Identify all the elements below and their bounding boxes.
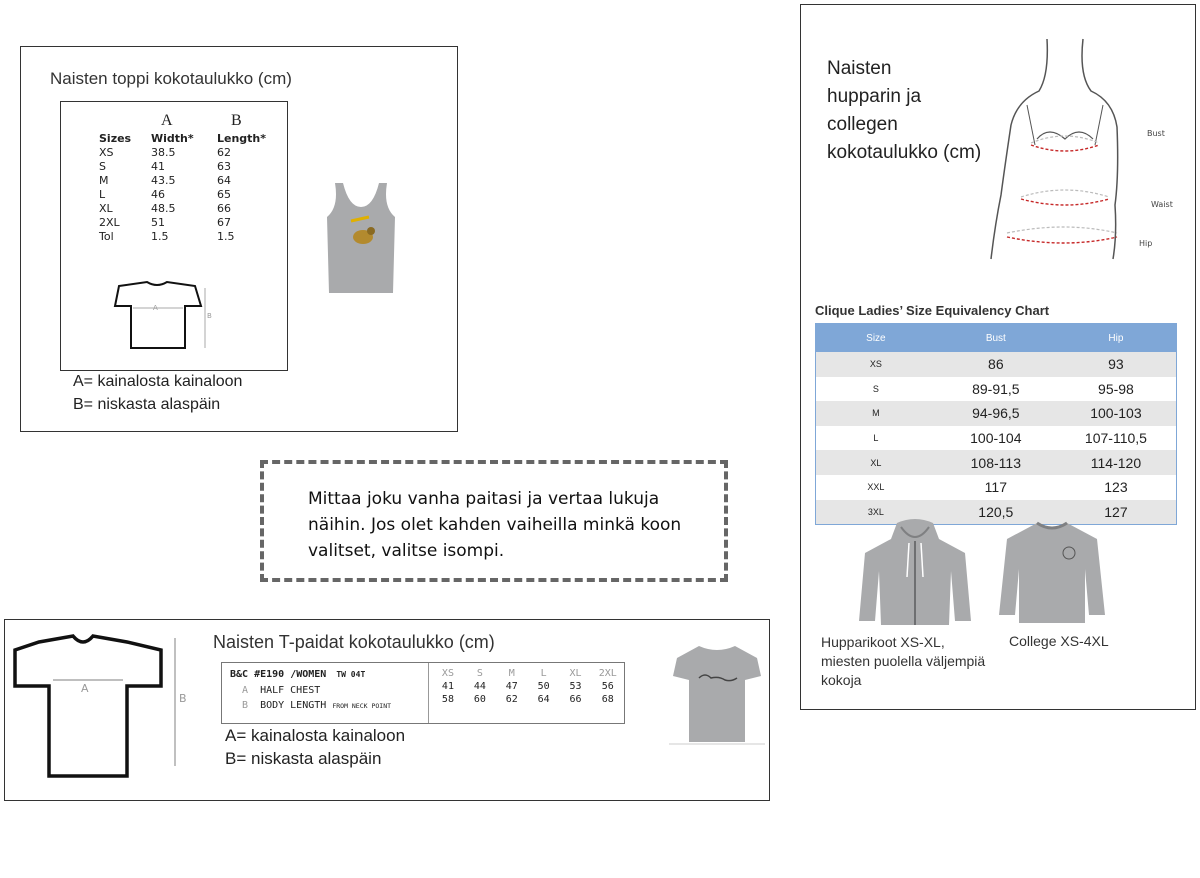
tank-size-panel — [20, 46, 458, 432]
width-cell: 38.5 — [151, 146, 176, 159]
value-cell: 41 — [441, 681, 454, 692]
size-cell: XL — [816, 450, 936, 475]
width-cell: 1.5 — [151, 230, 169, 243]
size-cell: XS — [441, 668, 454, 679]
value-cell: 53 — [569, 681, 582, 692]
tank-col-b-label: B — [231, 112, 242, 129]
bc-row-b — [242, 700, 391, 711]
table-row — [99, 174, 277, 188]
size-cell: M — [99, 174, 109, 187]
hoodie-title-line: kokotaulukko (cm) — [827, 142, 982, 163]
hoodie-product-image — [855, 517, 975, 629]
width-cell: 51 — [151, 216, 165, 229]
bc-row-a — [242, 685, 320, 696]
tank-table-header — [99, 132, 277, 146]
bc-code: TW 04T — [336, 670, 366, 679]
bc-divider — [428, 663, 429, 723]
hoodie-caption-line: Hupparikoot XS-XL, — [821, 634, 945, 650]
length-cell: 66 — [217, 202, 231, 215]
hoodie-caption-line: kokoja — [821, 672, 862, 688]
hip-cell: 114-120 — [1056, 450, 1177, 475]
size-cell: XS — [99, 146, 114, 159]
table-row — [816, 426, 1177, 451]
bc-brand-label — [230, 669, 365, 680]
clique-chart-title: Clique Ladies’ Size Equivalency Chart — [815, 303, 1050, 318]
width-cell: 48.5 — [151, 202, 176, 215]
hip-cell: 100-103 — [1056, 401, 1177, 426]
size-cell: S — [476, 668, 483, 679]
size-cell: XL — [99, 202, 113, 215]
hip-cell: 93 — [1056, 352, 1177, 377]
size-cell: L — [540, 668, 547, 679]
tank-diagram-b-label: B — [207, 312, 212, 320]
size-cell: L — [99, 188, 106, 201]
clique-size-table — [815, 323, 1177, 525]
value-cell: 58 — [441, 694, 454, 705]
size-cell: M — [508, 668, 515, 679]
hoodie-title-line: hupparin ja — [827, 86, 922, 107]
size-cell: 2XL — [598, 668, 617, 679]
figure-label-waist: Waist — [1151, 200, 1173, 209]
figure-label-hip: Hip — [1139, 239, 1153, 248]
tank-diagram-a-label: A — [153, 304, 158, 312]
bust-cell: 120,5 — [936, 500, 1056, 525]
value-cell: 56 — [601, 681, 614, 692]
tank-note-a: A= kainalosta kainaloon — [73, 373, 243, 390]
width-cell: 41 — [151, 160, 165, 173]
table-row — [99, 146, 277, 160]
table-row — [816, 401, 1177, 426]
tshirt-measure-diagram-icon — [9, 632, 205, 782]
tank-spec-frame — [60, 101, 288, 371]
table-row — [816, 352, 1177, 377]
size-cell: 3XL — [816, 500, 936, 525]
bc-row-b-sub: FROM NECK POINT — [332, 702, 392, 710]
bc-row-a-label: HALF CHEST — [260, 685, 321, 696]
clique-table-header — [816, 324, 1177, 353]
bc-row-a-letter: A — [242, 685, 249, 696]
clique-header-hip: Hip — [1056, 324, 1177, 353]
size-cell: S — [872, 383, 879, 394]
bc-spec-table-frame — [221, 662, 625, 724]
length-cell: 1.5 — [217, 230, 235, 243]
width-cell: 43.5 — [151, 174, 176, 187]
bc-size-header — [432, 667, 624, 680]
college-caption: College XS-4XL — [1009, 633, 1109, 649]
college-product-image — [997, 519, 1107, 629]
size-cell: XXL — [867, 482, 885, 493]
tank-col-a-label: A — [161, 112, 173, 129]
bc-brand: B&C #E190 /WOMEN — [230, 669, 327, 680]
bc-row-b-letter: B — [242, 700, 249, 711]
hoodie-caption-line: miesten puolella väljempiä — [821, 653, 986, 669]
clique-header-size: Size — [816, 324, 936, 353]
figure-label-bust: Bust — [1147, 129, 1165, 138]
length-cell: 62 — [217, 146, 231, 159]
hoodie-size-panel — [800, 4, 1196, 710]
tank-panel-title: Naisten toppi kokotaulukko (cm) — [50, 69, 292, 88]
hip-cell: 123 — [1104, 479, 1128, 496]
tank-header-sizes: Sizes — [99, 132, 132, 145]
bust-cell: 94-96,5 — [936, 401, 1056, 426]
tshirt-diagram-a-label: A — [81, 682, 89, 695]
table-row — [99, 202, 277, 216]
size-cell: S — [99, 160, 106, 173]
measurement-advice-box — [260, 460, 728, 582]
hip-cell: 95-98 — [1098, 380, 1134, 397]
table-row — [432, 693, 624, 706]
hoodie-title-line: Naisten — [827, 58, 892, 79]
tshirt-size-panel — [4, 619, 770, 801]
tshirt-note-a: A= kainalosta kainaloon — [225, 726, 406, 745]
bust-cell: 100-104 — [970, 430, 1022, 447]
hoodie-caption — [821, 633, 985, 690]
value-cell: 62 — [505, 694, 518, 705]
table-row — [99, 216, 277, 230]
value-cell: 68 — [601, 694, 614, 705]
size-cell: XL — [569, 668, 582, 679]
size-cell: L — [873, 433, 879, 444]
value-cell: 44 — [473, 681, 486, 692]
hip-cell: 127 — [1056, 500, 1177, 525]
tshirt-panel-title: Naisten T-paidat kokotaulukko (cm) — [213, 632, 495, 652]
value-cell: 60 — [473, 694, 486, 705]
table-row — [99, 230, 277, 244]
size-cell: M — [816, 401, 936, 426]
length-cell: 63 — [217, 160, 231, 173]
tshirt-note-b: B= niskasta alaspäin — [225, 749, 382, 768]
tshirt-diagram-b-label: B — [179, 692, 187, 705]
length-cell: 67 — [217, 216, 231, 229]
bc-row-b-label: BODY LENGTH — [260, 700, 327, 711]
tank-header-length: Length* — [217, 132, 267, 145]
hoodie-title-line: collegen — [827, 114, 898, 135]
width-cell: 46 — [151, 188, 165, 201]
size-cell: XS — [816, 352, 936, 377]
tshirt-product-image — [669, 640, 765, 746]
tank-size-table — [99, 132, 277, 244]
table-row — [432, 680, 624, 693]
body-measure-figure-icon — [987, 35, 1137, 267]
table-row — [816, 450, 1177, 475]
value-cell: 64 — [537, 694, 550, 705]
table-row — [99, 160, 277, 174]
table-row — [99, 188, 277, 202]
bust-cell: 89-91,5 — [972, 380, 1020, 397]
length-cell: 65 — [217, 188, 231, 201]
bc-size-table — [432, 667, 624, 706]
bust-cell: 108-113 — [936, 450, 1056, 475]
tank-note-b: B= niskasta alaspäin — [73, 396, 221, 413]
bust-cell: 86 — [936, 352, 1056, 377]
size-cell: Tol — [99, 230, 114, 243]
value-cell: 47 — [505, 681, 518, 692]
value-cell: 66 — [569, 694, 582, 705]
table-row — [816, 377, 1177, 402]
clique-header-bust: Bust — [936, 324, 1056, 353]
tank-top-product-image — [321, 177, 401, 297]
value-cell: 50 — [537, 681, 550, 692]
size-cell: 2XL — [99, 216, 120, 229]
tank-header-width: Width* — [151, 132, 194, 145]
table-row — [816, 475, 1177, 500]
length-cell: 64 — [217, 174, 231, 187]
advice-text: Mittaa joku vanha paitasi ja vertaa lukuja näihin. Jos olet kahden vaiheilla minkä koon valitset, valitse isompi. — [308, 489, 682, 561]
bust-cell: 117 — [984, 479, 1007, 496]
hip-cell: 107-110,5 — [1084, 430, 1147, 447]
hoodie-panel-title — [827, 55, 981, 167]
